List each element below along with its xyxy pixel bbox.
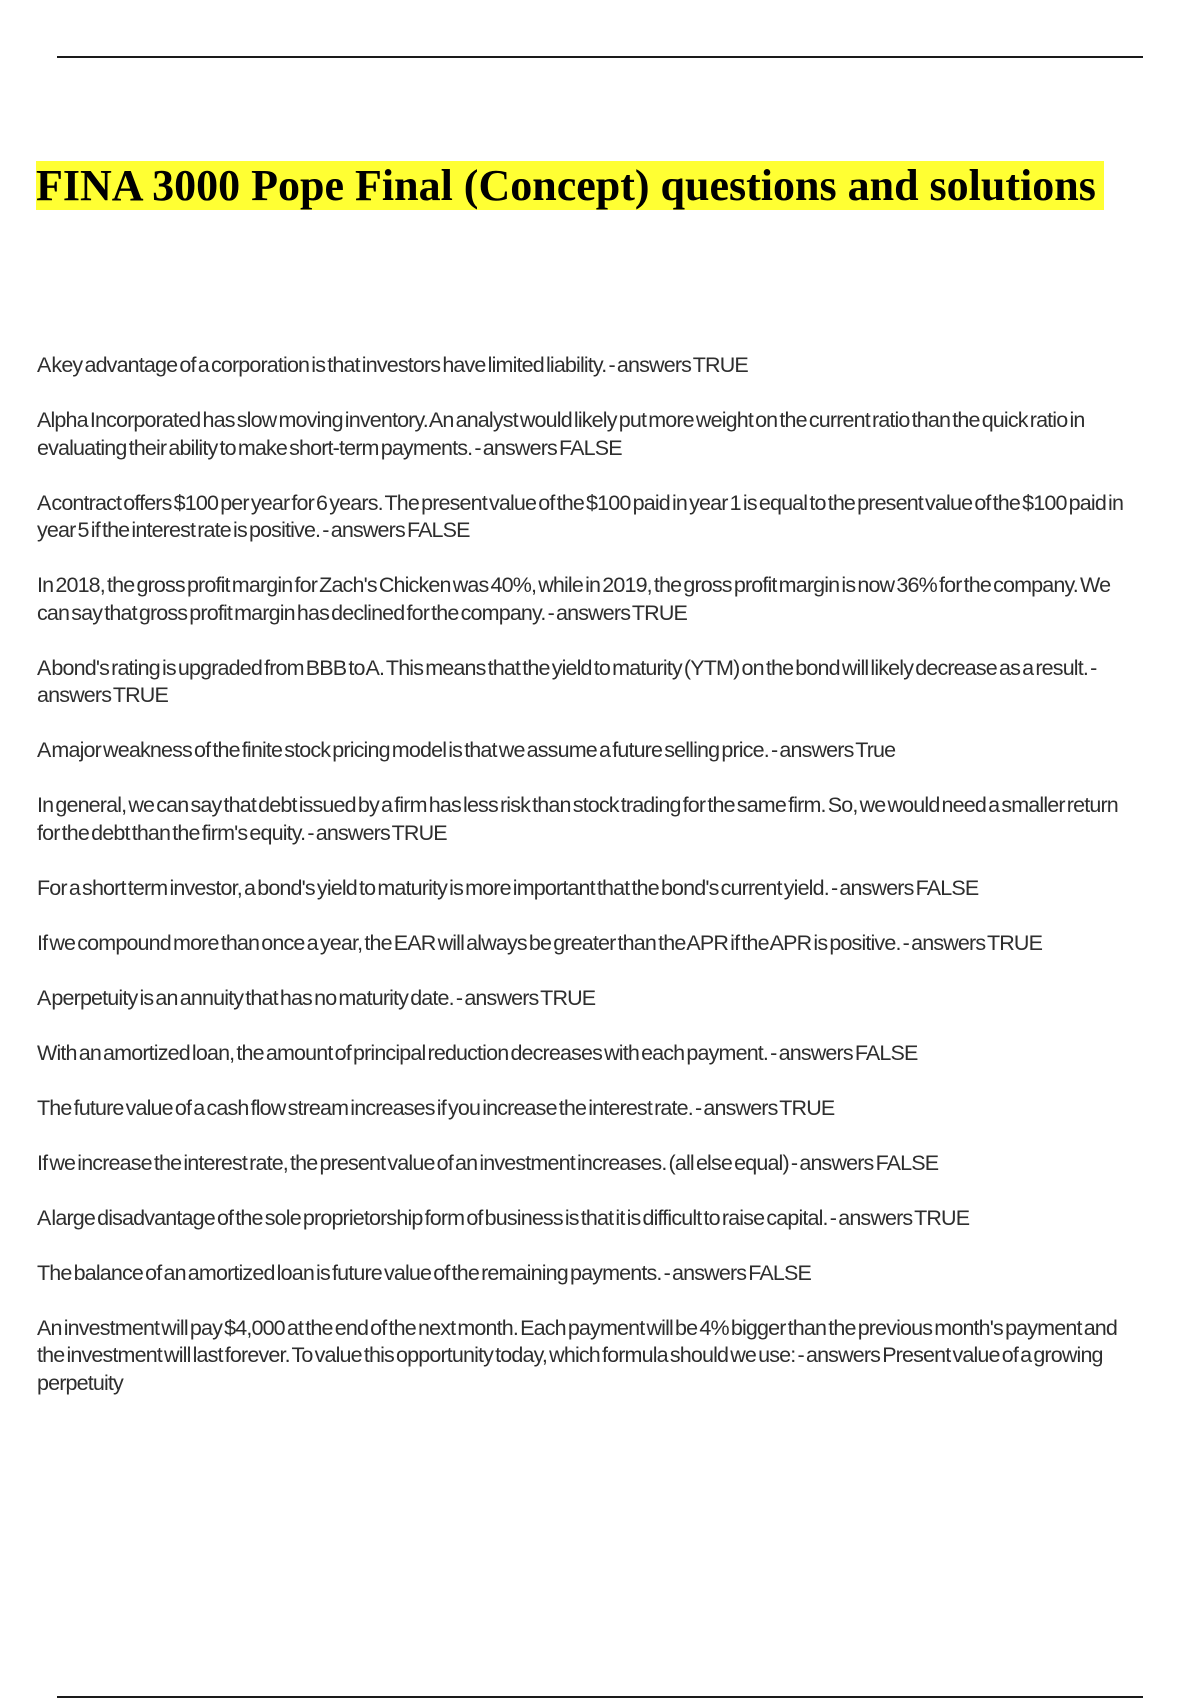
document-title: [36, 158, 1136, 213]
qa-item: A bond's rating is upgraded from BBB to A. This means that the yield to maturity (YTM) on the bond will likely decrease as a result. - answers TRUE: [37, 655, 1097, 707]
qa-item: A key advantage of a corporation is that investors have limited liability. - answers TRUE: [37, 353, 748, 377]
qa-item: The future value of a cash flow stream increases if you increase the interest rate. - answers TRUE: [37, 1095, 835, 1120]
bottom-rule: [57, 1696, 1143, 1698]
qa-item: In 2018, the gross profit margin for Zach's Chicken was 40%, while in 2019, the gross profit margin is now 36% for the company. We can say that gross profit margin has declined for the company. - answers TRUE: [37, 573, 1111, 625]
qa-item: With an amortized loan, the amount of principal reduction decreases with each payment. - answers FALSE: [37, 1040, 918, 1065]
qa-item: A major weakness of the finite stock pricing model is that we assume a future selling price. - answers True: [37, 738, 896, 762]
qa-item: A perpetuity is an annuity that has no maturity date. - answers TRUE: [37, 985, 596, 1010]
qa-item: The balance of an amortized loan is future value of the remaining payments. - answers FALSE: [37, 1260, 811, 1285]
top-rule: [57, 56, 1143, 58]
qa-item: A contract offers $100 per year for 6 years. The present value of the $100 paid in year 1 is equal to the present value of the $100 paid in year 5 if the interest rate is positive. - answers FALSE: [37, 490, 1124, 542]
qa-item: For a short term investor, a bond's yield to maturity is more important that the bond's current yield. - answers FALSE: [37, 875, 979, 900]
title-highlight: FINA 3000 Pope Final (Concept) questions and solutions: [36, 161, 1104, 210]
question-answer-list: [37, 352, 1127, 1425]
qa-item: A large disadvantage of the sole proprietorship form of business is that it is difficult to raise capital. - answers TRUE: [37, 1205, 970, 1230]
qa-item: Alpha Incorporated has slow moving inventory. An analyst would likely put more weight on the current ratio than the quick ratio in evaluating their ability to make short-term payments. - answers FALSE: [37, 408, 1085, 460]
qa-item: If we increase the interest rate, the present value of an investment increases. (all else equal) - answers FALSE: [37, 1150, 939, 1175]
qa-item: If we compound more than once a year, the EAR will always be greater than the APR if the APR is positive. - answers TRUE: [37, 930, 1043, 955]
qa-item: An investment will pay $4,000 at the end of the next month. Each payment will be 4% bigger than the previous month's payment and the investment will last forever. To value this opportunity today, which formula should we use: - answers Present value of a growing perpetuity: [37, 1315, 1118, 1395]
qa-item: In general, we can say that debt issued by a firm has less risk than stock trading for the same firm. So, we would need a smaller return for the debt than the firm's equity. - answers TRUE: [37, 793, 1118, 845]
